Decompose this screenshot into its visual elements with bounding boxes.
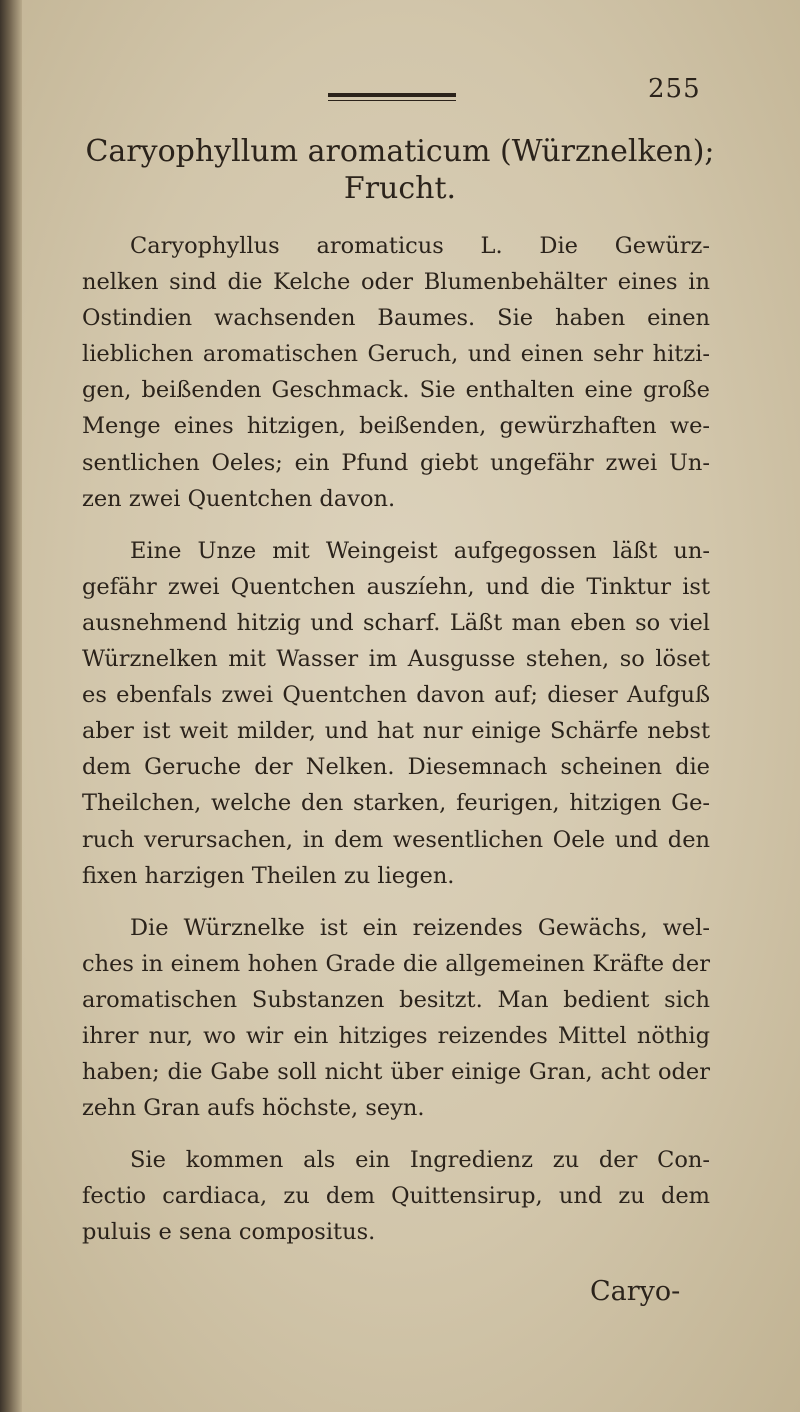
text-line: ausnehmend hitzig und scharf. Läßt man eben so viel [82, 609, 710, 636]
text-line: haben; die Gabe soll nicht über einige Gran, acht oder [82, 1059, 710, 1086]
header-rule [328, 93, 456, 97]
text-line: puluis e sena compositus. [82, 1219, 376, 1246]
text-line: fixen harzigen Theilen zu liegen. [82, 862, 455, 889]
text-line: Menge eines hitzigen, beißenden, gewürzhaften we- [82, 413, 710, 440]
text-line: Theilchen, welche den starken, feurigen, hitzigen Ge- [82, 790, 710, 817]
text-line: zehn Gran aufs höchste, seyn. [82, 1095, 425, 1122]
text-line: ruch verursachen, in dem wesentlichen Oele und den [82, 826, 710, 853]
text-line: es ebenfals zwei Quentchen davon auf; dieser Aufguß [82, 682, 710, 709]
text-line: Eine Unze mit Weingeist aufgegossen läßt un- [130, 537, 710, 564]
text-line: Die Würznelke ist ein reizendes Gewächs, wel- [130, 914, 710, 941]
section-subheading: Frucht. [343, 171, 457, 206]
text-line: gen, beißenden Geschmack. Sie enthalten eine große [82, 377, 710, 404]
text-line: lieblichen aromatischen Geruch, und einen sehr hitzi- [82, 341, 710, 368]
paragraph [82, 910, 710, 1127]
text-line: gefähr zwei Quentchen auszíehn, und die Tinktur ist [82, 573, 710, 600]
paragraph-gap [82, 1126, 710, 1142]
paragraph [82, 533, 710, 894]
paragraph-gap [82, 894, 710, 910]
paragraph [82, 1142, 710, 1250]
section-heading: Caryophyllum aromaticum (Würznelken); [85, 134, 715, 169]
text-line: nelken sind die Kelche oder Blumenbehälter eines in [82, 269, 710, 296]
page-gutter [0, 0, 22, 1412]
text-line: fectio cardiaca, zu dem Quittensirup, und zu dem [82, 1183, 710, 1210]
paragraph [82, 228, 710, 517]
text-line: Würznelken mit Wasser im Ausgusse stehen, so löset [82, 646, 710, 673]
page-number: 255 [648, 74, 701, 104]
catchword: Caryo- [590, 1276, 681, 1307]
text-line: ihrer nur, wo wir ein hitziges reizendes Mittel nöthig [82, 1022, 710, 1049]
text-line: zen zwei Quentchen davon. [82, 485, 396, 512]
text-line: aromatischen Substanzen besitzt. Man bedient sich [82, 986, 710, 1013]
text-line: Ostindien wachsenden Baumes. Sie haben einen [82, 305, 710, 332]
body-text [82, 228, 710, 1251]
text-line: sentlichen Oeles; ein Pfund giebt ungefähr zwei Un- [82, 449, 710, 476]
paragraph-gap [82, 517, 710, 533]
text-line: aber ist weit milder, und hat nur einige Schärfe nebst [82, 718, 710, 745]
text-line: Sie kommen als ein Ingredienz zu der Con- [130, 1147, 710, 1174]
text-line: ches in einem hohen Grade die allgemeinen Kräfte der [82, 950, 710, 977]
text-line: Caryophyllus aromaticus L. Die Gewürz- [130, 233, 710, 259]
text-line: dem Geruche der Nelken. Diesemnach scheinen die [82, 754, 710, 781]
